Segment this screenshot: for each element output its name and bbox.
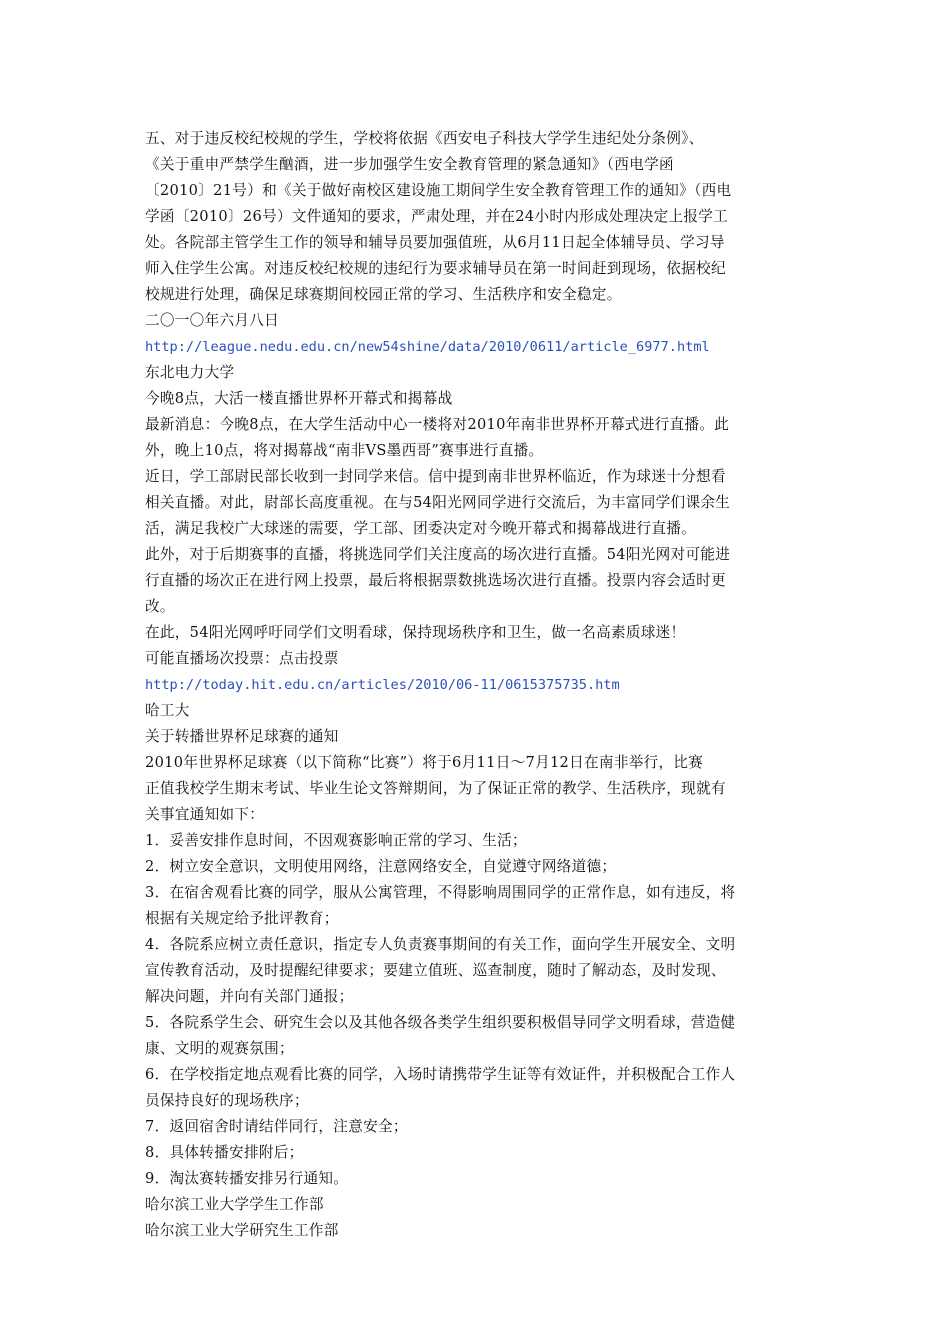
article-title-nedu: 今晚8点，大活一楼直播世界杯开幕式和揭幕战 xyxy=(145,390,453,407)
paragraph-latest-news xyxy=(145,412,813,464)
text-line: 此外，对于后期赛事的直播，将挑选同学们关注度高的场次进行直播。54阳光网对可能进 xyxy=(145,546,731,563)
paragraph-appeal: 在此，54阳光网呼吁同学们文明看球，保持现场秩序和卫生，做一名高素质球迷！ xyxy=(145,624,686,641)
paragraph-rule-five xyxy=(145,126,813,308)
paragraph-later-matches xyxy=(145,542,813,620)
list-item-7: 7．返回宿舍时请结伴同行，注意安全； xyxy=(145,1118,408,1135)
text-line: 3．在宿舍观看比赛的同学，服从公寓管理，不得影响周围同学的正常作息，如有违反，将 xyxy=(145,884,736,901)
notice-date: 二〇一〇年六月八日 xyxy=(145,312,280,329)
text-line: 解决问题，并向有关部门通报； xyxy=(145,988,354,1005)
org-name-nedu: 东北电力大学 xyxy=(145,364,235,381)
text-line: 五、对于违反校纪校规的学生，学校将依据《西安电子科技大学学生违纪处分条例》、 xyxy=(145,130,704,147)
list-item-8: 8．具体转播安排附后； xyxy=(145,1144,304,1161)
text-line: 宣传教育活动，及时提醒纪律要求；要建立值班、巡查制度，随时了解动态，及时发现、 xyxy=(145,962,726,979)
paragraph-letter xyxy=(145,464,813,542)
text-line: 师入住学生公寓。对违反校纪校规的违纪行为要求辅导员在第一时间赶到现场，依据校纪 xyxy=(145,260,726,277)
list-item-5 xyxy=(145,1010,813,1062)
list-item-6 xyxy=(145,1062,813,1114)
vote-line: 可能直播场次投票：点击投票 xyxy=(145,650,339,667)
text-line: 康、文明的观赛氛围； xyxy=(145,1040,294,1057)
text-line: 〔2010〕21号）和《关于做好南校区建设施工期间学生安全教育管理工作的通知》（西电 xyxy=(145,182,732,199)
signature-student-affairs: 哈尔滨工业大学学生工作部 xyxy=(145,1196,324,1213)
text-line: 外，晚上10点，将对揭幕战“南非VS墨西哥”赛事进行直播。 xyxy=(145,442,544,459)
text-line: 最新消息：今晚8点，在大学生活动中心一楼将对2010年南非世界杯开幕式进行直播。此 xyxy=(145,416,730,433)
text-line: 5．各院系学生会、研究生会以及其他各级各类学生组织要积极倡导同学文明看球，营造健 xyxy=(145,1014,736,1031)
article-title-hit: 关于转播世界杯足球赛的通知 xyxy=(145,728,339,745)
source-link-hit[interactable]: http://today.hit.edu.cn/articles/2010/06-11/0615375735.htm xyxy=(145,677,620,693)
list-item-2: 2．树立安全意识，文明使用网络，注意网络安全，自觉遵守网络道德； xyxy=(145,858,617,875)
text-line: 6．在学校指定地点观看比赛的同学，入场时请携带学生证等有效证件，并积极配合工作人 xyxy=(145,1066,736,1083)
text-line: 近日，学工部尉民部长收到一封同学来信。信中提到南非世界杯临近，作为球迷十分想看 xyxy=(145,468,726,485)
signature-graduate-affairs: 哈尔滨工业大学研究生工作部 xyxy=(145,1222,339,1239)
text-line: 正值我校学生期末考试、毕业生论文答辩期间，为了保证正常的教学、生活秩序，现就有 xyxy=(145,780,726,797)
list-item-3 xyxy=(145,880,813,932)
text-line: 2010年世界杯足球赛（以下简称“比赛”）将于6月11日～7月12日在南非举行，比赛 xyxy=(145,754,704,771)
text-line: 处。各院部主管学生工作的领导和辅导员要加强值班，从6月11日起全体辅导员、学习导 xyxy=(145,234,725,251)
source-link-nedu[interactable]: http://league.nedu.edu.cn/new54shine/data/2010/0611/article_6977.html xyxy=(145,339,710,355)
org-name-hit: 哈工大 xyxy=(145,702,190,719)
text-line: 《关于重申严禁学生酗酒，进一步加强学生安全教育管理的紧急通知》（西电学函 xyxy=(145,156,674,173)
text-line: 员保持良好的现场秩序； xyxy=(145,1092,309,1109)
text-line: 行直播的场次正在进行网上投票，最后将根据票数挑选场次进行直播。投票内容会适时更 xyxy=(145,572,726,589)
text-line: 关事宜通知如下： xyxy=(145,806,265,823)
document-body xyxy=(145,126,813,1244)
text-line: 改。 xyxy=(145,598,175,615)
text-line: 校规进行处理，确保足球赛期间校园正常的学习、生活秩序和安全稳定。 xyxy=(145,286,622,303)
paragraph-intro xyxy=(145,750,813,828)
list-item-9: 9．淘汰赛转播安排另行通知。 xyxy=(145,1170,349,1187)
text-line: 4．各院系应树立责任意识，指定专人负责赛事期间的有关工作，面向学生开展安全、文明 xyxy=(145,936,736,953)
text-line: 根据有关规定给予批评教育； xyxy=(145,910,339,927)
text-line: 学函〔2010〕26号）文件通知的要求，严肃处理，并在24小时内形成处理决定上报学工 xyxy=(145,208,729,225)
text-line: 活，满足我校广大球迷的需要，学工部、团委决定对今晚开幕式和揭幕战进行直播。 xyxy=(145,520,697,537)
list-item-1: 1．妥善安排作息时间，不因观赛影响正常的学习、生活； xyxy=(145,832,527,849)
text-line: 相关直播。对此，尉部长高度重视。在与54阳光网同学进行交流后，为丰富同学们课余生 xyxy=(145,494,731,511)
list-item-4 xyxy=(145,932,813,1010)
